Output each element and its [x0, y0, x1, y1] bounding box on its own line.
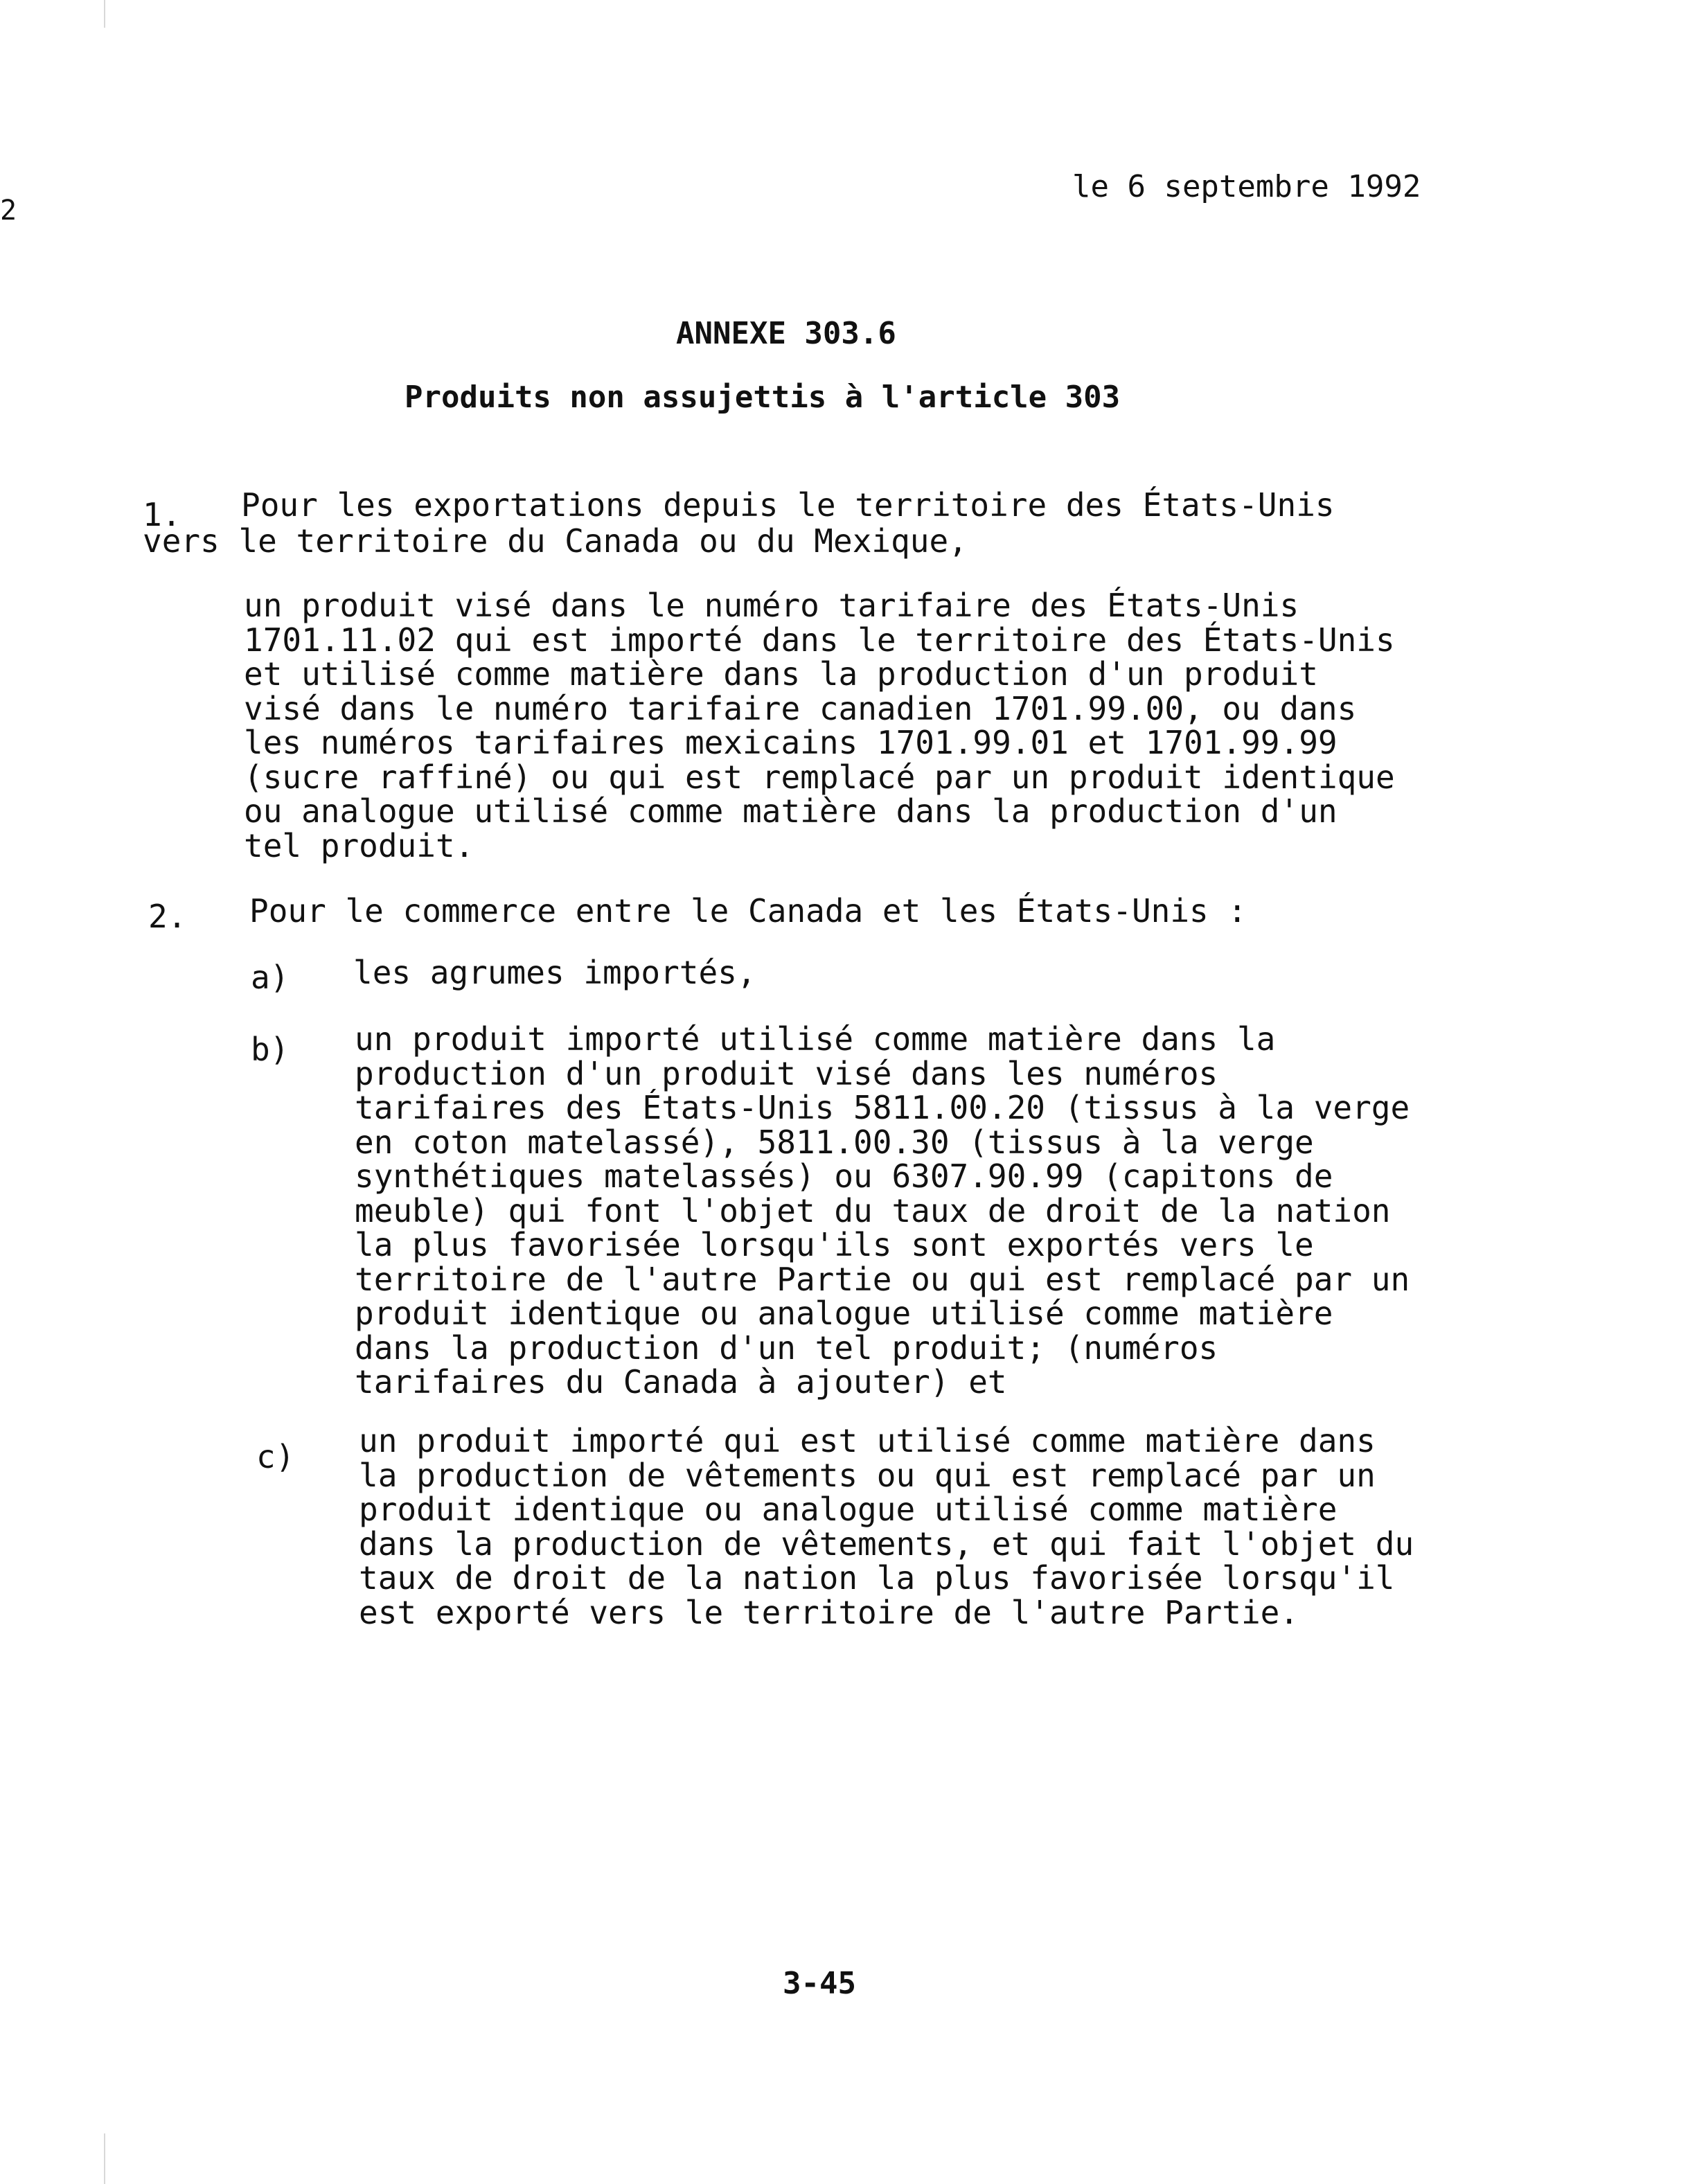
- item-c-label: c): [256, 1438, 295, 1475]
- annex-subtitle: Produits non assujettis à l'article 303: [405, 380, 1121, 415]
- item-b-text: un produit importé utilisé comme matière dans la production d'un produit visé dans les numéros tarifaires des États-Unis 5811.00.20 (tissus à la verge en coton matelassé), 5811.00.30 (tissus à la verge synthétiques matelassés) ou 6307.90.99 (capitons de meuble) qui font l'objet du taux de droit de la nation la plus favorisée lorsqu'ils sont exportés vers le territoire de l'autre Partie ou qui est remplacé par un produit identique ou analogue utilisé comme matière dans la production d'un tel produit; (numéros tarifaires du Canada à ajouter) et: [355, 1020, 1410, 1401]
- section-1-body: un produit visé dans le numéro tarifaire des États-Unis 1701.11.02 qui est importé dans le territoire des États-Unis et utilisé comme matière dans la production d'un produit visé dans le numéro tarifaire canadien 1701.99.00, ou dans les numéros tarifaires mexicains 1701.99.01 et 1701.99.99 (sucre raffiné) ou qui est remplacé par un produit identique ou analogue utilisé comme matière dans la production d'un tel produit.: [244, 587, 1395, 864]
- item-b-label: b): [251, 1031, 290, 1068]
- item-a-text: les agrumes importés,: [353, 954, 756, 991]
- section-2-intro: Pour le commerce entre le Canada et les États-Unis :: [249, 892, 1247, 930]
- section-1-intro-line-2: vers le territoire du Canada ou du Mexique,: [143, 522, 968, 560]
- item-c-text: un produit importé qui est utilisé comme matière dans la production de vêtements ou qui est remplacé par un produit identique ou analogue utilisé comme matière dans la production de vêtements, et qui fait l'objet du taux de droit de la nation la plus favorisée lorsqu'il est exporté vers le territoire de l'autre Partie.: [359, 1422, 1414, 1631]
- document-date: le 6 septembre 1992: [1072, 169, 1421, 204]
- margin-page-mark: 2: [0, 195, 17, 227]
- section-1-intro-line-1: Pour les exportations depuis le territoire des États-Unis: [241, 486, 1335, 524]
- annex-title: ANNEXE 303.6: [676, 316, 896, 351]
- item-a-label: a): [251, 959, 290, 996]
- scan-edge-mark: [104, 2133, 105, 2184]
- section-1-number: 1.: [143, 496, 181, 533]
- section-2-number: 2.: [148, 898, 187, 935]
- page-number: 3-45: [783, 1966, 856, 2001]
- scan-edge-mark: [104, 0, 105, 28]
